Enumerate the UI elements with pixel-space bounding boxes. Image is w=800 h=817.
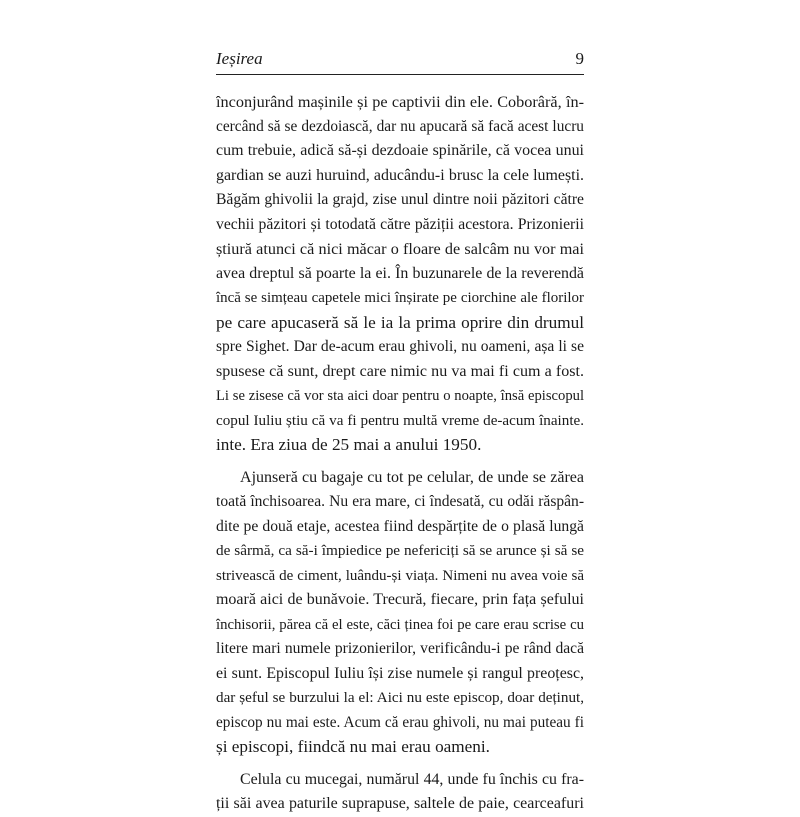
text-line: știură atunci că nici măcar o floare de salcâm nu vor mai xyxy=(216,240,584,258)
text-line: gardian se auzi huruind, aducându-i brusc la cele lumești. xyxy=(216,166,584,184)
page-number: 9 xyxy=(575,49,584,68)
paragraph-spacer xyxy=(216,760,584,768)
text-line: de sârmă, ca să-i împiedice pe nefericiți să se arunce și să se xyxy=(216,542,584,559)
text-line: vechii păzitori și totodată către păziții acestora. Prizonierii xyxy=(216,215,584,233)
text-line: și episcopi, fiindcă nu mai erau oameni. xyxy=(216,737,490,756)
header-rule xyxy=(216,74,584,75)
text-line: închisorii, părea că el este, căci ținea foi pe care erau scrise cu xyxy=(216,616,584,633)
text-line: ții săi avea paturile suprapuse, saltele de paie, cearceafuri xyxy=(216,795,584,812)
text-line: dite pe două etaje, acestea fiind despărțite de o plasă lungă xyxy=(216,517,584,535)
text-line: pe care apucaseră să le ia la prima oprire din drumul xyxy=(216,312,584,332)
paragraph-spacer xyxy=(216,458,584,466)
text-line: Celula cu mucegai, numărul 44, unde fu închis cu fra- xyxy=(240,770,584,788)
running-head xyxy=(216,46,584,72)
text-line: inte. Era ziua de 25 mai a anului 1950. xyxy=(216,435,482,454)
text-line: spusese că sunt, drept care nimic nu va mai fi cum a fost. xyxy=(216,362,584,380)
text-line: toată închisoarea. Nu era mare, ci îndesată, cu odăi răspân- xyxy=(216,493,584,510)
text-line: Li se zisese că vor sta aici doar pentru o noapte, însă episcopul xyxy=(216,388,584,404)
text-line: litere mari numele prizonierilor, verificându-i pe rând dacă xyxy=(216,640,584,657)
text-line: Băgăm ghivolii la grajd, zise unul dintre noii păzitori către xyxy=(216,191,584,208)
paragraph-3 xyxy=(216,768,584,817)
text-line: moară aici de bunăvoie. Trecură, fiecare, prin fața șefului xyxy=(216,591,584,608)
text-line: încă se simțeau capetele mici înșirate pe ciorchine ale florilor xyxy=(216,290,584,306)
text-line: spre Sighet. Dar de-acum erau ghivoli, nu oameni, așa li se xyxy=(216,338,584,355)
text-line: avea dreptul să poarte la ei. În buzunarele de la reverendă xyxy=(216,264,584,282)
body-text xyxy=(216,90,584,817)
text-line: cercând să se dezdoiască, dar nu apucară să facă acest lucru xyxy=(216,117,584,135)
text-line: dar șeful se burzului la el: Aici nu este episcop, doar deținut, xyxy=(216,690,584,706)
text-line: Ajunseră cu bagaje cu tot pe celular, de unde se zărea xyxy=(240,468,584,486)
text-line: înconjurând mașinile și pe captivii din ele. Coborâră, în- xyxy=(216,93,584,111)
paragraph-1 xyxy=(216,90,584,458)
text-line: cum trebuie, adică să-și dezdoaie spinările, că vocea unui xyxy=(216,142,584,159)
text-line: episcop nu mai este. Acum că erau ghivoli, nu mai puteau fi xyxy=(216,713,584,731)
text-line: strivească de ciment, luându-și viața. Nimeni nu avea voie să xyxy=(216,567,584,584)
chapter-title: Ieșirea xyxy=(216,49,263,68)
text-line: copul Iuliu știu că va fi pentru multă vreme de-acum înainte. xyxy=(216,412,584,429)
paragraph-2 xyxy=(216,466,584,760)
text-line: ei sunt. Episcopul Iuliu își zise numele și rangul preoțesc, xyxy=(216,664,584,682)
